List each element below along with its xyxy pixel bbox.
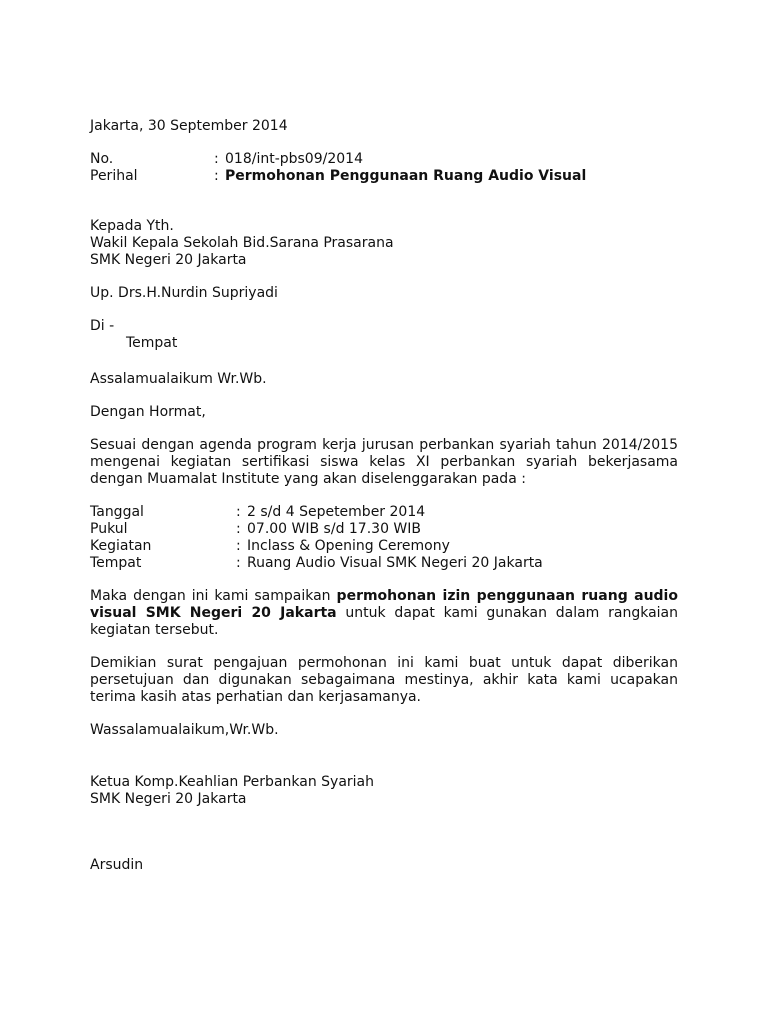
detail-value: 2 s/d 4 Sepetember 2014 xyxy=(247,504,426,520)
detail-label: Tanggal xyxy=(90,504,144,520)
place-date: Jakarta, 30 September 2014 xyxy=(90,118,288,134)
detail-value: 07.00 WIB s/d 17.30 WIB xyxy=(247,521,422,537)
recipient-position: Wakil Kepala Sekolah Bid.Sarana Prasarana xyxy=(90,235,394,251)
request-text-after: untuk dapat kami gunakan dalam rangkaian kegiatan tersebut. xyxy=(90,605,678,638)
detail-label: Pukul xyxy=(90,521,128,537)
letter-number-value: 018/int-pbs09/2014 xyxy=(225,151,363,167)
detail-row-activity xyxy=(90,538,678,555)
detail-separator: : xyxy=(236,504,241,520)
detail-value: Inclass & Opening Ceremony xyxy=(247,538,450,554)
letter-number-label: No. xyxy=(90,151,114,167)
recipient-salutation: Kepada Yth. xyxy=(90,218,174,234)
intro-paragraph: Sesuai dengan agenda program kerja jurusan perbankan syariah tahun 2014/2015 mengenai kegiatan sertifikasi siswa kelas XI perbankan syariah bekerjasama dengan Muamalat Institute yang akan diselenggarakan pada : xyxy=(90,437,678,487)
signatory-title: Ketua Komp.Keahlian Perbankan Syariah xyxy=(90,774,375,790)
request-paragraph xyxy=(90,588,678,639)
signatory-name: Arsudin xyxy=(90,857,144,873)
signatory-block xyxy=(90,774,678,874)
detail-separator: : xyxy=(236,555,241,571)
request-text-before: Maka dengan ini kami sampaikan xyxy=(90,588,337,604)
letter-subject-row xyxy=(90,168,678,185)
opening: Dengan Hormat, xyxy=(90,404,206,420)
farewell: Wassalamualaikum,Wr.Wb. xyxy=(90,722,279,738)
recipient-block xyxy=(90,218,678,269)
detail-row-date xyxy=(90,504,678,521)
location-block xyxy=(90,318,678,352)
letter-document xyxy=(90,118,678,874)
letter-subject-separator: : xyxy=(214,168,219,184)
detail-separator: : xyxy=(236,521,241,537)
detail-row-venue xyxy=(90,555,678,572)
event-details xyxy=(90,504,678,572)
detail-separator: : xyxy=(236,538,241,554)
letter-subject-value: Permohonan Penggunaan Ruang Audio Visual xyxy=(225,168,587,184)
attention-line: Up. Drs.H.Nurdin Supriyadi xyxy=(90,285,278,301)
closing-paragraph: Demikian surat pengajuan permohonan ini kami buat untuk dapat diberikan persetujuan dan digunakan sebagaimana mestinya, akhir kata kami ucapakan terima kasih atas perhatian dan kerjasamanya. xyxy=(90,655,678,705)
signatory-school: SMK Negeri 20 Jakarta xyxy=(90,791,247,807)
detail-label: Kegiatan xyxy=(90,538,152,554)
letter-number-separator: : xyxy=(214,151,219,167)
detail-label: Tempat xyxy=(90,555,142,571)
detail-row-time xyxy=(90,521,678,538)
greeting: Assalamualaikum Wr.Wb. xyxy=(90,371,267,387)
location-line-2: Tempat xyxy=(126,335,178,351)
letter-header-fields xyxy=(90,151,678,185)
request-text-bold: permohonan izin penggunaan ruang audio visual SMK Negeri 20 Jakarta xyxy=(90,588,678,621)
recipient-school: SMK Negeri 20 Jakarta xyxy=(90,252,247,268)
location-line-1: Di - xyxy=(90,318,115,334)
detail-value: Ruang Audio Visual SMK Negeri 20 Jakarta xyxy=(247,555,543,571)
letter-number-row xyxy=(90,151,678,168)
letter-subject-label: Perihal xyxy=(90,168,138,184)
